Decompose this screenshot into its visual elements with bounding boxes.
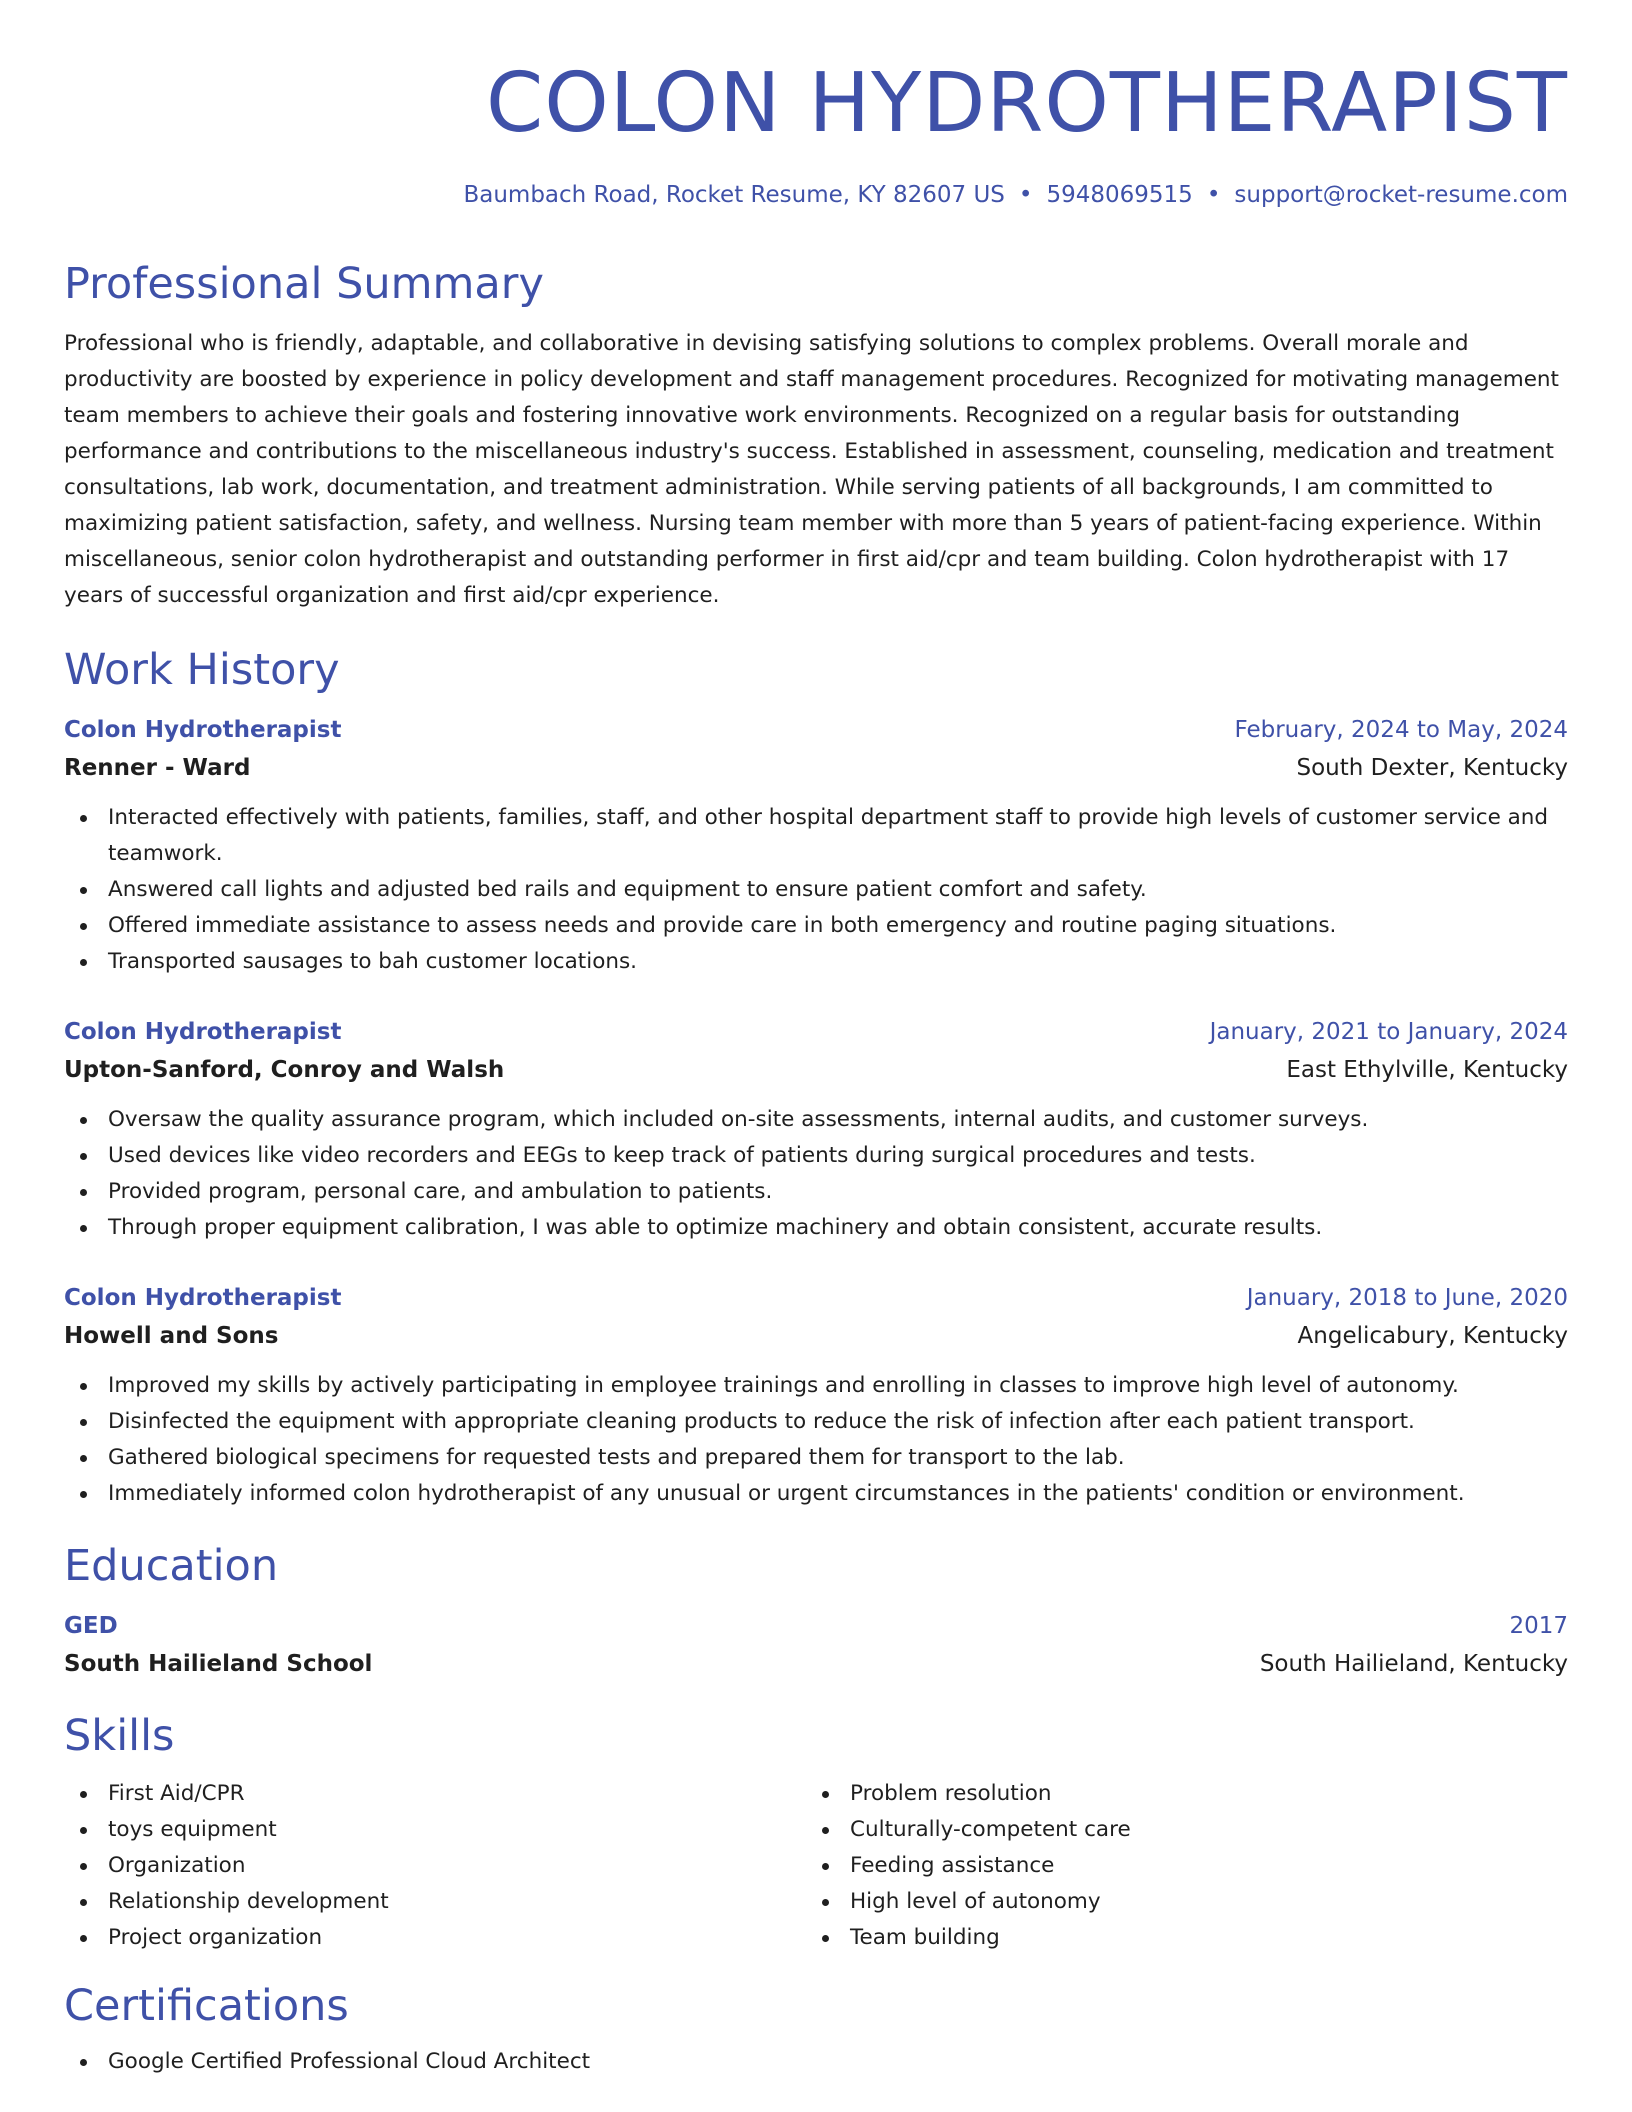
skill-item: Organization (64, 1848, 806, 1884)
education-degree-row (64, 1608, 1568, 1644)
candidate-name: COLON HYDROTHERAPIST (486, 56, 1568, 151)
job-company: Renner - Ward (64, 755, 251, 781)
job-bullet: Oversaw the quality assurance program, which included on-site assessments, internal audits, and customer surveys. (64, 1102, 1568, 1138)
job-bullet: Answered call lights and adjusted bed rails and equipment to ensure patient comfort and safety. (64, 872, 1568, 908)
education-school: South Hailieland School (64, 1651, 373, 1677)
job-entry (64, 712, 1568, 980)
summary-heading: Professional Summary (64, 259, 544, 309)
contact-line (64, 180, 1568, 210)
certifications-heading: Certifications (64, 1981, 349, 2031)
education-location: South Hailieland, Kentucky (1259, 1651, 1568, 1677)
job-bullet: Used devices like video recorders and EEGs to keep track of patients during surgical procedures and tests. (64, 1138, 1568, 1174)
job-company-row (64, 748, 1568, 788)
skill-item: Team building (806, 1920, 1548, 1956)
skill-item: High level of autonomy (806, 1884, 1548, 1920)
certification-item: Google Certified Professional Cloud Architect (64, 2044, 1568, 2080)
education-school-row (64, 1644, 1568, 1684)
job-bullet: Through proper equipment calibration, I was able to optimize machinery and obtain consistent, accurate results. (64, 1210, 1568, 1246)
certifications-list (64, 2044, 1568, 2080)
work-history-heading: Work History (64, 645, 340, 695)
skill-item: Problem resolution (806, 1776, 1548, 1812)
job-bullet: Offered immediate assistance to assess needs and provide care in both emergency and routine paging situations. (64, 908, 1568, 944)
skill-item: Feeding assistance (806, 1848, 1548, 1884)
job-bullet: Disinfected the equipment with appropriate cleaning products to reduce the risk of infection after each patient transport. (64, 1404, 1568, 1440)
job-company: Upton-Sanford, Conroy and Walsh (64, 1057, 505, 1083)
skills-right-column (806, 1776, 1548, 1956)
job-bullet: Gathered biological specimens for requested tests and prepared them for transport to the lab. (64, 1440, 1568, 1476)
job-company: Howell and Sons (64, 1323, 279, 1349)
skill-item: toys equipment (64, 1812, 806, 1848)
contact-email: support@rocket-resume.com (1234, 182, 1568, 208)
job-bullets (64, 1102, 1568, 1246)
contact-phone: 5948069515 (1046, 182, 1193, 208)
contact-address: Baumbach Road, Rocket Resume, KY 82607 US (463, 182, 1005, 208)
job-dates: February, 2024 to May, 2024 (1234, 717, 1568, 743)
skills-left-column (64, 1776, 806, 1956)
skills-columns (64, 1776, 1568, 1956)
job-header-row (64, 1014, 1568, 1050)
job-location: South Dexter, Kentucky (1296, 755, 1568, 781)
job-bullet: Improved my skills by actively participating in employee trainings and enrolling in classes to improve high level of autonomy. (64, 1368, 1568, 1404)
skill-item: Project organization (64, 1920, 806, 1956)
job-header-row (64, 712, 1568, 748)
contact-separator: • (1018, 182, 1033, 208)
education-entry (64, 1608, 1568, 1684)
job-title: Colon Hydrotherapist (64, 1285, 342, 1311)
education-heading: Education (64, 1541, 279, 1591)
skill-item: Culturally-competent care (806, 1812, 1548, 1848)
job-bullets (64, 1368, 1568, 1512)
job-bullet: Interacted effectively with patients, families, staff, and other hospital department staff to provide high levels of customer service and teamwork. (64, 800, 1568, 872)
skill-item: Relationship development (64, 1884, 806, 1920)
job-title: Colon Hydrotherapist (64, 717, 342, 743)
skill-item: First Aid/CPR (64, 1776, 806, 1812)
job-dates: January, 2018 to June, 2020 (1246, 1285, 1568, 1311)
job-bullets (64, 800, 1568, 980)
job-company-row (64, 1050, 1568, 1090)
summary-text: Professional who is friendly, adaptable, and collaborative in devising satisfying solutions to complex problems. Overall morale and productivity are boosted by experience in policy development and staff management procedures. Recognized for motivating management team members to achieve their goals and fostering innovative work environments. Recognized on a regular basis for outstanding performance and contributions to the miscellaneous industry's success. Established in assessment, counseling, medication and treatment consultations, lab work, documentation, and treatment administration. While serving patients of all backgrounds, I am committed to maximizing patient satisfaction, safety, and wellness. Nursing team member with more than 5 years of patient-facing experience. Within miscellaneous, senior colon hydrotherapist and outstanding performer in first aid/cpr and team building. Colon hydrotherapist with 17 years of successful organization and first aid/cpr experience. (64, 331, 1559, 608)
job-location: East Ethylville, Kentucky (1286, 1057, 1568, 1083)
job-company-row (64, 1316, 1568, 1356)
contact-separator: • (1206, 182, 1221, 208)
job-title: Colon Hydrotherapist (64, 1019, 342, 1045)
resume-header (64, 56, 1568, 210)
job-bullet: Provided program, personal care, and ambulation to patients. (64, 1174, 1568, 1210)
education-degree: GED (64, 1613, 118, 1639)
job-location: Angelicabury, Kentucky (1297, 1323, 1568, 1349)
skills-heading: Skills (64, 1711, 175, 1761)
job-bullet: Transported sausages to bah customer locations. (64, 944, 1568, 980)
job-header-row (64, 1280, 1568, 1316)
job-dates: January, 2021 to January, 2024 (1209, 1019, 1568, 1045)
job-bullet: Immediately informed colon hydrotherapist of any unusual or urgent circumstances in the patients' condition or environment. (64, 1476, 1568, 1512)
job-entry (64, 1014, 1568, 1246)
job-entry (64, 1280, 1568, 1512)
education-year: 2017 (1509, 1613, 1568, 1639)
